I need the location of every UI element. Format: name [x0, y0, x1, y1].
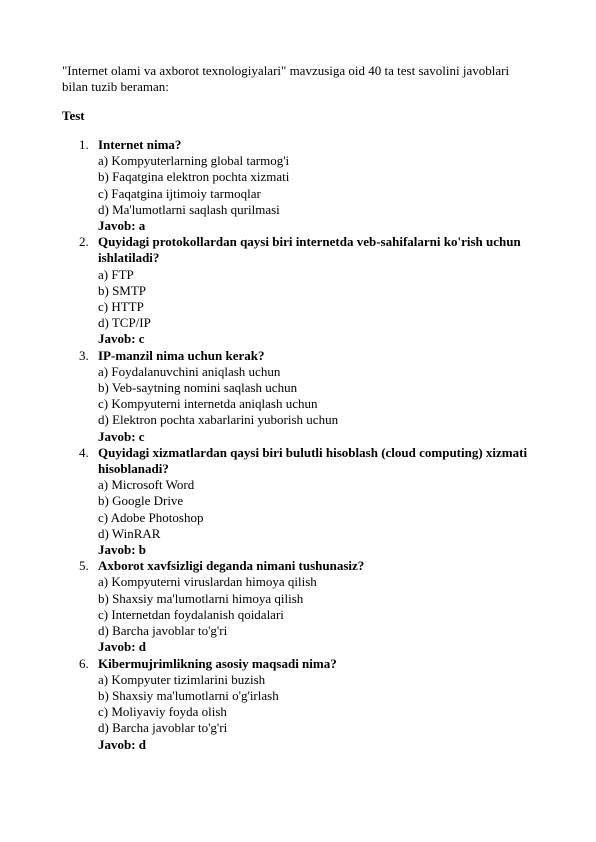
question-item: [62, 558, 532, 655]
option-a: a) Kompyuterlarning global tarmog'i: [98, 153, 290, 169]
option-c: c) Moliyaviy foyda olish: [98, 704, 227, 720]
question-item: [62, 348, 532, 445]
option-c: c) Internetdan foydalanish qoidalari: [98, 606, 284, 622]
answer-line: Javob: c: [98, 428, 145, 444]
question-text: Quyidagi protokollardan qaysi biri internetda veb-sahifalarni ko'rish uchun ishlatiladi?: [98, 234, 521, 266]
option-d: d) Barcha javoblar to'g'ri: [98, 623, 228, 639]
option-c: c) Kompyuterni internetda aniqlash uchun: [98, 396, 318, 412]
answer-line: Javob: a: [98, 218, 146, 234]
option-a: a) Kompyuter tizimlarini buzish: [98, 671, 266, 687]
option-d: d) Elektron pochta xabarlarini yuborish uchun: [98, 412, 339, 428]
option-a: a) Kompyuterni viruslardan himoya qilish: [98, 574, 317, 590]
option-d: d) WinRAR: [98, 525, 161, 541]
question-item: [62, 137, 532, 234]
question-item: [62, 234, 532, 347]
option-b: b) Faqatgina elektron pochta xizmati: [98, 169, 290, 185]
question-item: [62, 445, 532, 558]
question-number: 2.: [79, 234, 89, 250]
option-b: b) Google Drive: [98, 493, 184, 509]
option-a: a) FTP: [98, 266, 134, 282]
answer-line: Javob: d: [98, 736, 147, 752]
question-number: 6.: [79, 655, 89, 671]
question-list: [62, 137, 532, 753]
option-a: a) Microsoft Word: [98, 477, 195, 493]
answer-line: Javob: b: [98, 542, 147, 558]
answer-line: Javob: c: [98, 331, 145, 347]
question-text: Kibermujrimlikning asosiy maqsadi nima?: [98, 655, 337, 671]
question-text: IP-manzil nima uchun kerak?: [98, 347, 265, 363]
question-text: Internet nima?: [98, 137, 182, 152]
option-c: c) Faqatgina ijtimoiy tarmoqlar: [98, 185, 261, 201]
option-b: b) Shaxsiy ma'lumotlarni o'g'irlash: [98, 687, 279, 703]
option-d: d) Barcha javoblar to'g'ri: [98, 720, 228, 736]
option-a: a) Foydalanuvchini aniqlash uchun: [98, 363, 281, 379]
question-text: Axborot xavfsizligi deganda nimani tushunasiz?: [98, 558, 365, 574]
intro-paragraph: "Internet olami va axborot texnologiyalari" mavzusiga oid 40 ta test savolini javoblari bilan tuzib beraman:: [62, 63, 510, 94]
option-c: c) Adobe Photoshop: [98, 509, 204, 525]
option-d: d) TCP/IP: [98, 315, 151, 331]
question-number: 5.: [79, 558, 89, 574]
question-number: 4.: [79, 444, 89, 460]
option-b: b) Shaxsiy ma'lumotlarni himoya qilish: [98, 590, 304, 606]
option-c: c) HTTP: [98, 299, 144, 315]
question-text: Quyidagi xizmatlardan qaysi biri bulutli hisoblash (cloud computing) xizmati hisoblanadi?: [98, 444, 528, 477]
section-heading: Test: [62, 108, 85, 123]
option-b: b) Veb-saytning nomini saqlash uchun: [98, 380, 298, 396]
question-item: [62, 656, 532, 753]
answer-line: Javob: d: [98, 639, 147, 655]
option-b: b) SMTP: [98, 282, 147, 298]
question-number: 1.: [79, 137, 89, 152]
option-d: d) Ma'lumotlarni saqlash qurilmasi: [98, 201, 280, 217]
question-number: 3.: [79, 347, 89, 363]
